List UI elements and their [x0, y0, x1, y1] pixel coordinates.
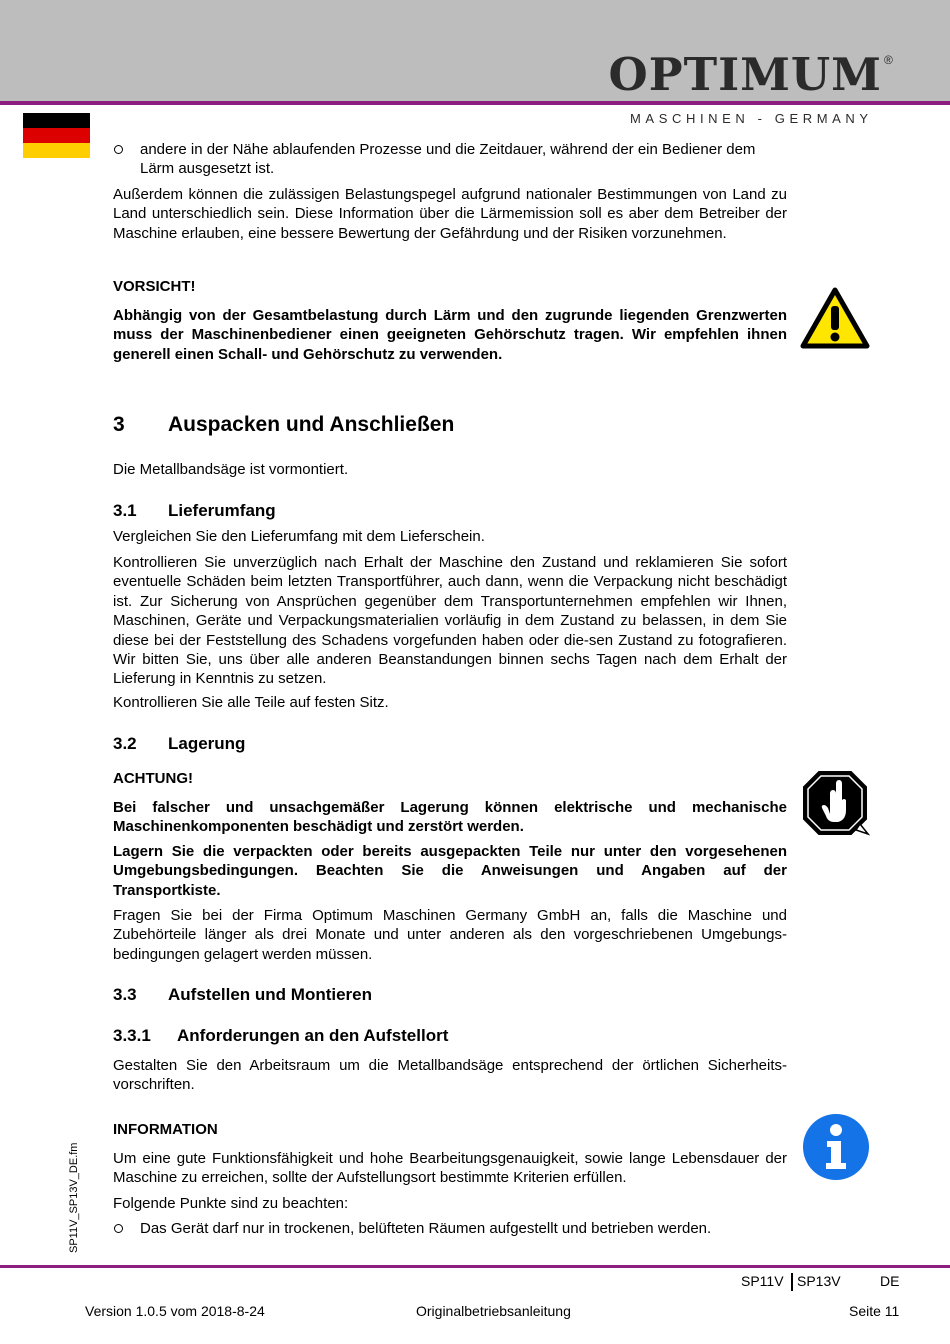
paragraph: Fragen Sie bei der Firma Optimum Maschinen Germany GmbH an, falls die Maschine und Zubehörteile länger als drei Monate und unter anderen als den vorgeschriebenen Umgebungs-bedingungen gelagert werden müssen.: [113, 907, 787, 963]
paragraph: Folgende Punkte sind zu beachten:: [113, 1195, 349, 1212]
info-text: Um eine gute Funktionsfähigkeit und hohe Bearbeitungsgenauigkeit, sowie lange Lebensdauer der Maschine zu erreichen, sollte der Aufstellungsort bestimmte Kriterien erfüllen.: [113, 1150, 787, 1187]
language-label: DE: [880, 1273, 900, 1289]
warning-triangle-icon: [800, 287, 870, 349]
paragraph: Gestalten Sie den Arbeitsraum um die Metallbandsäge entsprechend der örtlichen Sicherheits-vorschriften.: [113, 1057, 787, 1094]
page-number: Seite 11: [849, 1303, 900, 1319]
section-heading-3-3: [113, 984, 787, 1006]
information-icon: [802, 1113, 870, 1181]
section-heading-3-3-1: [113, 1025, 787, 1047]
list-item-text: Das Gerät darf nur in trockenen, belüfteten Räumen aufgestellt und betrieben werden.: [140, 1220, 712, 1237]
paragraph: Kontrollieren Sie alle Teile auf festen Sitz.: [113, 694, 389, 711]
section-heading-3: [113, 412, 787, 438]
paragraph: Außerdem können die zulässigen Belastungspegel aufgrund nationaler Bestimmungen von Land zu Land unterschiedlich sein. Diese Information über die Lärmemission soll es aber dem Betreiber der Maschine erlauben, eine bessere Bewertung der Gefährdung und der Risiken vorzunehmen.: [113, 186, 787, 242]
section-heading-3-1: [113, 500, 787, 522]
paragraph: Die Metallbandsäge ist vormontiert.: [113, 461, 349, 478]
brand-tagline: MASCHINEN - GERMANY: [630, 111, 873, 126]
caution-text: Abhängig von der Gesamtbelastung durch Lärm und den zugrunde liegenden Grenzwerten muss der Maschinenbediener einen geeigneten Gehörschutz tragen. Wir empfehlen ihnen generell einen Schall- und Gehörschutz zu verwenden.: [113, 307, 787, 363]
section-number: 3.3: [113, 985, 137, 1004]
section-title: Auspacken und Anschließen: [168, 413, 455, 436]
section-number: 3.3.1: [113, 1026, 151, 1045]
section-title: Lieferumfang: [168, 501, 276, 520]
document-type: Originalbetriebsanleitung: [416, 1303, 571, 1319]
section-number: 3.1: [113, 501, 137, 520]
caution-label: VORSICHT!: [113, 278, 196, 295]
section-title: Aufstellen und Montieren: [168, 985, 372, 1004]
footer-rule: [0, 1265, 950, 1268]
german-flag-icon: [23, 113, 90, 158]
section-number: 3.2: [113, 734, 137, 753]
side-file-label: SP11V_SP13V_DE.fm: [68, 1142, 80, 1253]
model-label: SP11V: [741, 1273, 784, 1289]
registered-mark: ®: [884, 53, 893, 67]
section-number: 3: [113, 413, 125, 436]
list-item: [113, 1219, 787, 1238]
paragraph: Vergleichen Sie den Lieferumfang mit dem Lieferschein.: [113, 528, 485, 545]
section-title: Anforderungen an den Aufstellort: [177, 1026, 449, 1045]
model-label: SP13V: [797, 1273, 841, 1289]
header-rule: [0, 101, 950, 105]
info-label: INFORMATION: [113, 1121, 218, 1138]
version-label: Version 1.0.5 vom 2018-8-24: [85, 1303, 265, 1319]
brand-logo: OPTIMUM: [608, 48, 882, 101]
list-item: [113, 140, 787, 179]
attention-label: ACHTUNG!: [113, 770, 193, 787]
paragraph: Kontrollieren Sie unverzüglich nach Erhalt der Maschine den Zustand und reklamieren Sie sofort eventuelle Schäden beim letzten Transportführer, auch dann, wenn die Verpackung nicht beschädigt ist. Zur Sicherung von Ansprüchen gegenüber dem Transportunternehmen empfehlen wir Ihnen, Maschinen, Geräte und Verpackungsmaterialien vorläufig in dem Zustand zu belassen, in dem Sie diese bei der Feststellung des Schadens vorgefunden haben oder die-sen Zustand zu fotografieren. Wir bitten Sie, uns über alle anderen Beanstandungen binnen sechs Tagen nach dem Erhalt der Lieferung in Kenntnis zu setzen.: [113, 554, 787, 688]
attention-text: Bei falscher und unsachgemäßer Lagerung können elektrische und mechanische Maschinenkomponenten beschädigt und zerstört werden.: [113, 799, 787, 836]
attention-text: Lagern Sie die verpackten oder bereits ausgepackten Teile nur unter den vorgesehenen Umgebungsbedingungen. Beachten Sie die Anweisungen und Angaben auf der Transportkiste.: [113, 843, 787, 899]
attention-hand-icon: [800, 770, 870, 836]
section-title: Lagerung: [168, 734, 246, 753]
list-item-text: andere in der Nähe ablaufenden Prozesse und die Zeitdauer, während der ein Bediener dem Lärm ausgesetzt ist.: [140, 141, 756, 178]
section-heading-3-2: [113, 733, 787, 755]
hollow-circle-bullet-icon: [114, 1224, 123, 1233]
model-separator: [791, 1273, 793, 1291]
hollow-circle-bullet-icon: [114, 145, 123, 154]
